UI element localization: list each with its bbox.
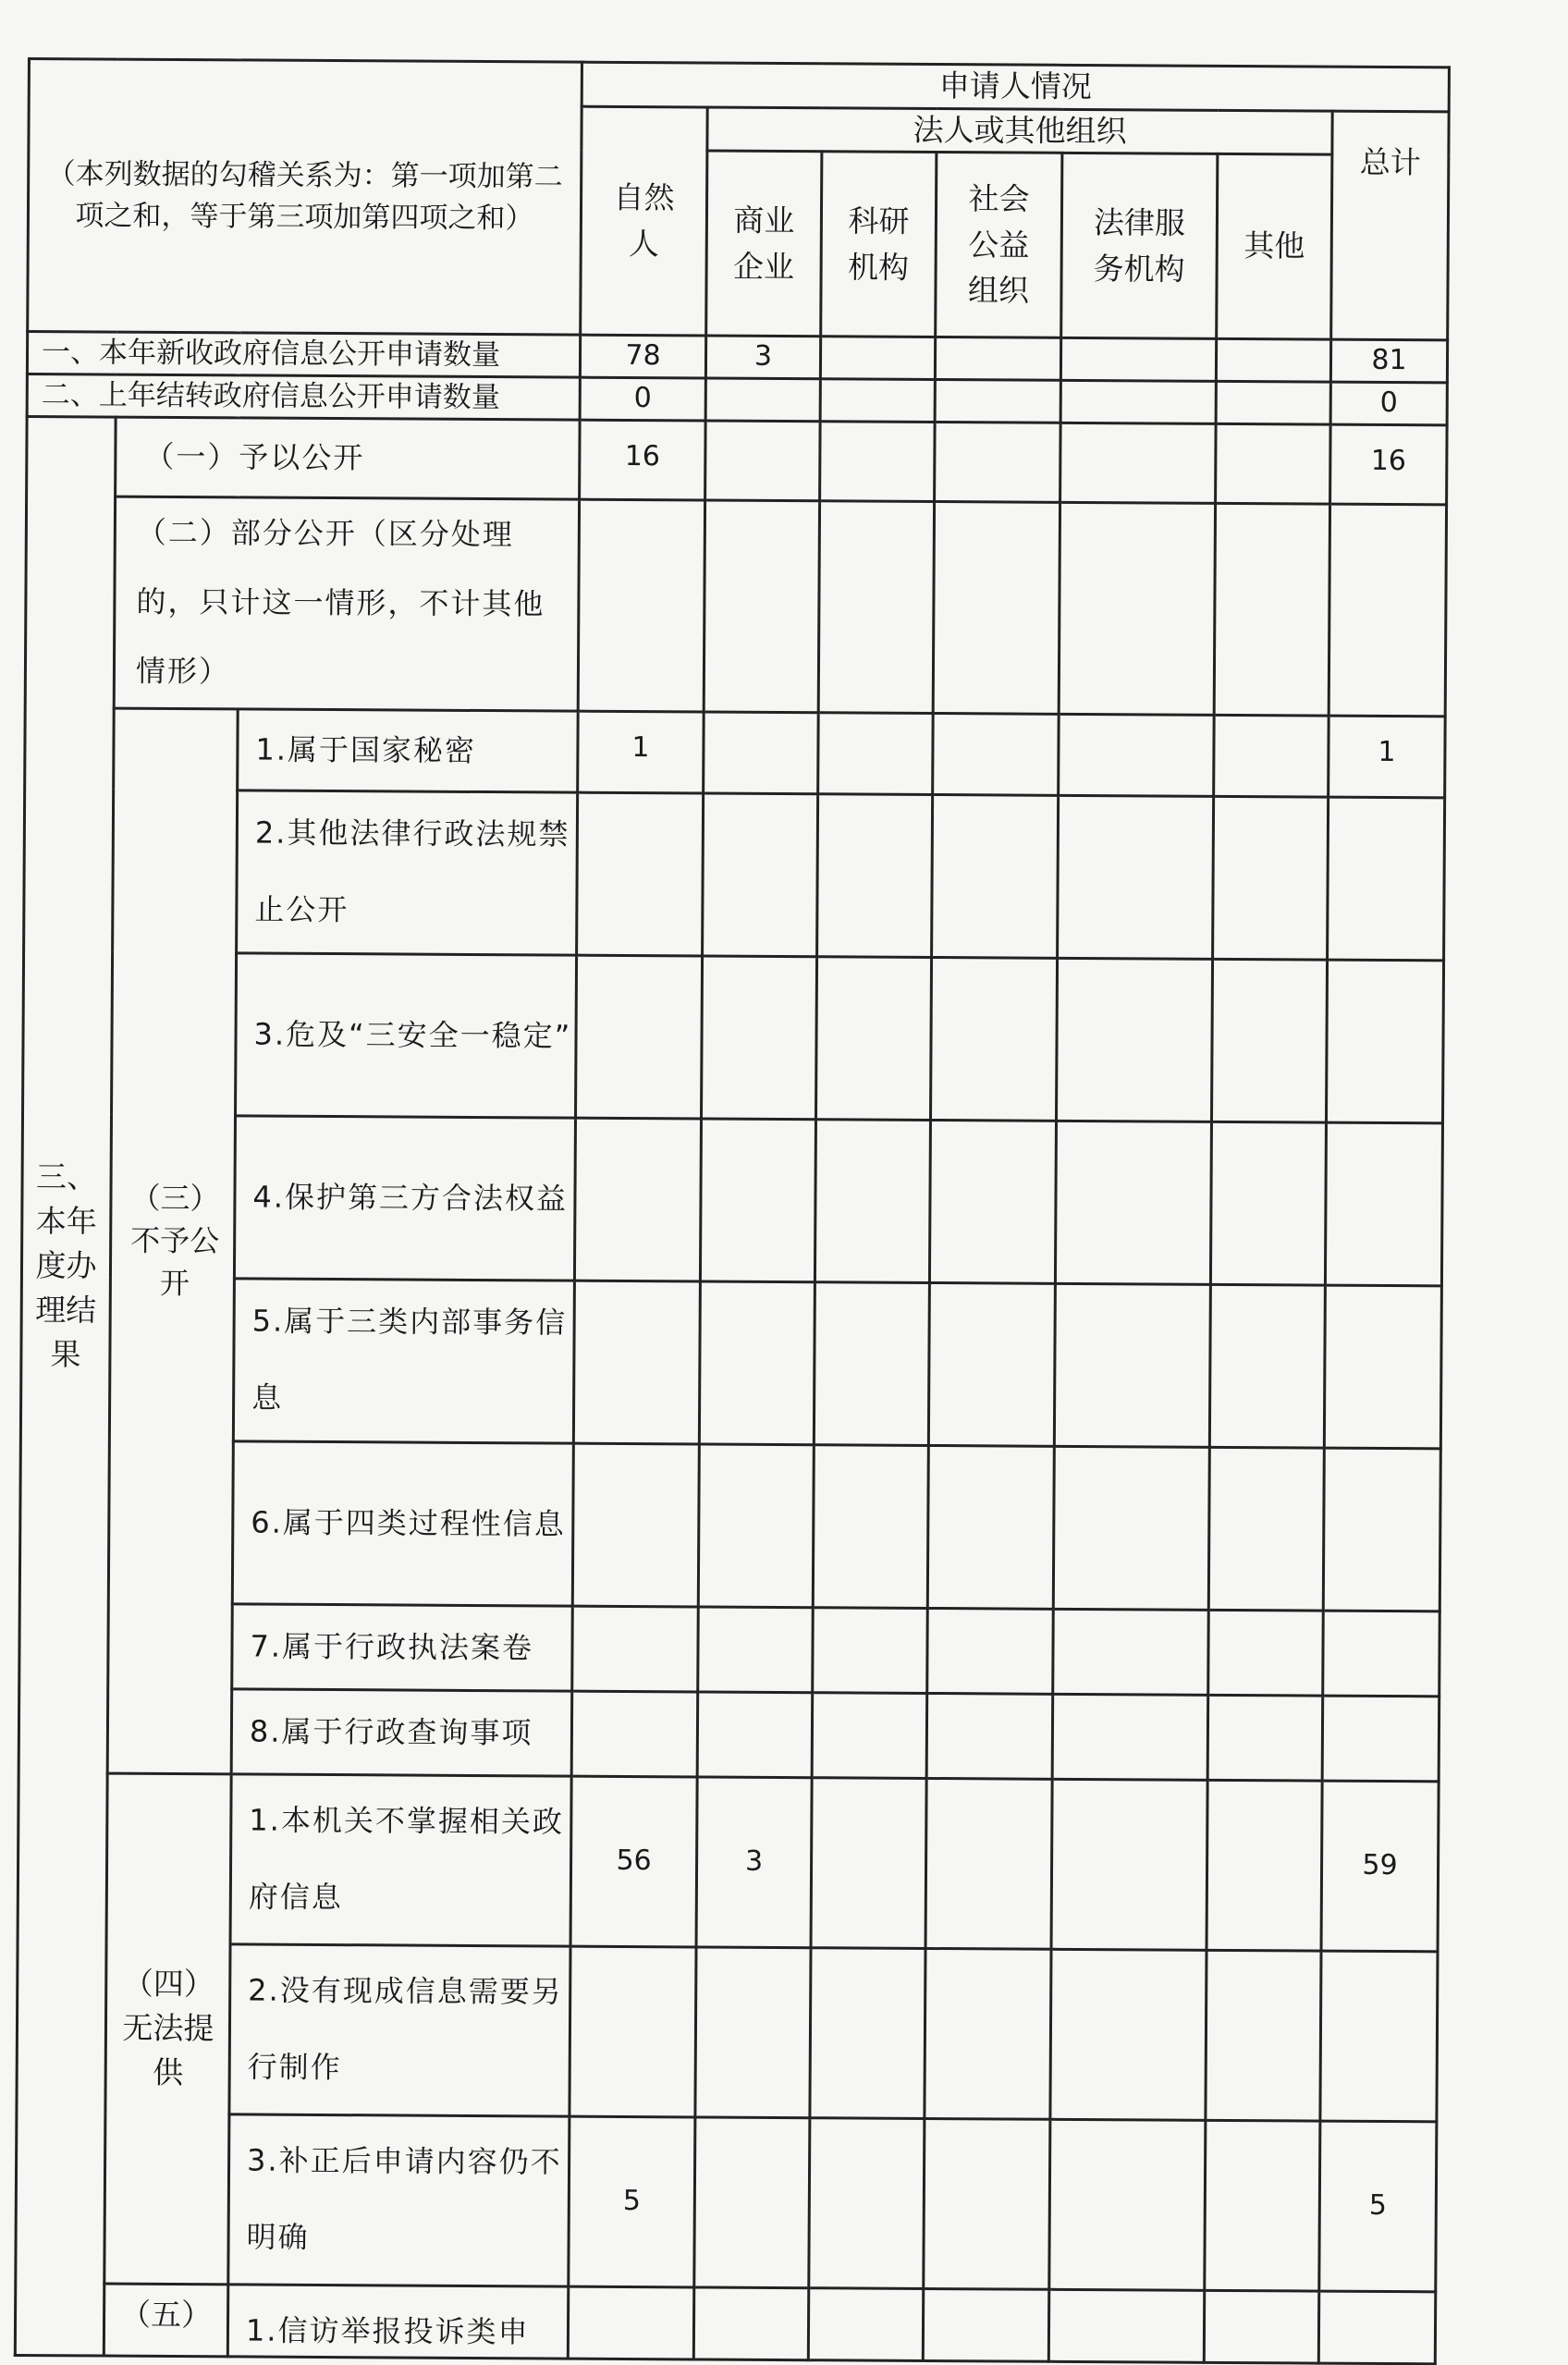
row-label: 1.信访举报投诉类申 [227, 2285, 568, 2359]
cell-commercial: 3 [705, 336, 820, 379]
disclosure-table-sheet [14, 57, 1448, 2350]
table-row [25, 707, 1446, 797]
table-row [23, 951, 1444, 1122]
table-row [27, 417, 1447, 505]
disclosure-statistics-table [14, 57, 1451, 2365]
applicant-status-header: 申请人情况 [582, 62, 1449, 111]
row-label: （二）部分公开（区分处理的，只计这一情形，不计其他情形） [114, 496, 579, 711]
cell-total: 81 [1330, 339, 1447, 383]
row-label: 3.补正后申请内容仍不明确 [228, 2114, 570, 2286]
row-label: 二、上年结转政府信息公开申请数量 [27, 374, 580, 421]
table-row [18, 1772, 1439, 1951]
cell-natural: 1 [578, 711, 704, 793]
col-research-institution: 科研机构 [821, 152, 937, 337]
cell-natural: 78 [580, 335, 705, 378]
row-label: 5.属于三类内部事务信息 [233, 1279, 574, 1443]
cell-total: 1 [1329, 716, 1446, 798]
col-social-welfare-org: 社会公益组织 [936, 153, 1062, 338]
row-label: （一）予以公开 [116, 417, 581, 499]
table-row [15, 2283, 1435, 2363]
cell-natural: 16 [580, 420, 706, 500]
table-row [25, 496, 1446, 717]
cell-natural: 56 [570, 1776, 697, 1947]
row-label: 8.属于行政查询事项 [231, 1689, 572, 1776]
table-row [16, 2113, 1437, 2291]
col-other: 其他 [1217, 153, 1332, 339]
cell-natural: 0 [580, 377, 705, 421]
row-label: 2.没有现成信息需要另行制作 [229, 1944, 570, 2116]
row-label: 2.其他法律行政法规禁止公开 [237, 790, 578, 955]
row-label: 一、本年新收政府信息公开申请数量 [27, 332, 580, 378]
cell-total: 16 [1330, 424, 1448, 505]
header-row-1 [29, 59, 1449, 112]
total-header: 总计 [1331, 111, 1450, 340]
legal-or-other-org-header: 法人或其他组织 [707, 107, 1332, 155]
cannot-provide-text: （四）无法提供 [122, 1966, 214, 2091]
table-row [21, 1114, 1442, 1285]
table-row [19, 1440, 1440, 1611]
table-row [17, 1942, 1438, 2121]
cell-total: 0 [1330, 382, 1447, 425]
row-label: 6.属于四类过程性信息 [232, 1441, 573, 1606]
section-three-label [15, 417, 116, 2356]
cell-commercial: 3 [696, 1777, 812, 1948]
row-label: 7.属于行政执法案卷 [232, 1604, 573, 1691]
section-three-text: 三、本年度办理结果 [35, 1158, 98, 1373]
cell-natural: 5 [569, 2116, 695, 2287]
column-relationship-note: （本列数据的勾稽关系为：第一项加第二项之和，等于第三项加第四项之和） [28, 59, 582, 336]
col-legal-service-org: 法律服务机构 [1061, 153, 1218, 338]
natural-person-header: 自然人 [581, 106, 708, 336]
row-label: 4.保护第三方合法权益 [234, 1116, 575, 1281]
table-row [18, 1687, 1439, 1781]
cell-total: 59 [1321, 1781, 1439, 1952]
row-label: 1.属于国家秘密 [238, 709, 579, 792]
table-row [20, 1277, 1441, 1448]
cannot-provide-label [104, 1773, 231, 2285]
table-row [19, 1602, 1440, 1696]
table-row [24, 789, 1445, 960]
not-disclosed-label [107, 708, 238, 1774]
row-label: 1.本机关不掌握相关政府信息 [230, 1774, 571, 1946]
section-five-label: （五） [104, 2284, 227, 2357]
col-commercial-enterprise: 商业企业 [706, 151, 822, 337]
not-disclosed-text: （三）不予公开 [130, 1180, 220, 1302]
row-label: 3.危及“三安全一稳定” [236, 953, 577, 1118]
cell-total: 5 [1319, 2121, 1437, 2292]
